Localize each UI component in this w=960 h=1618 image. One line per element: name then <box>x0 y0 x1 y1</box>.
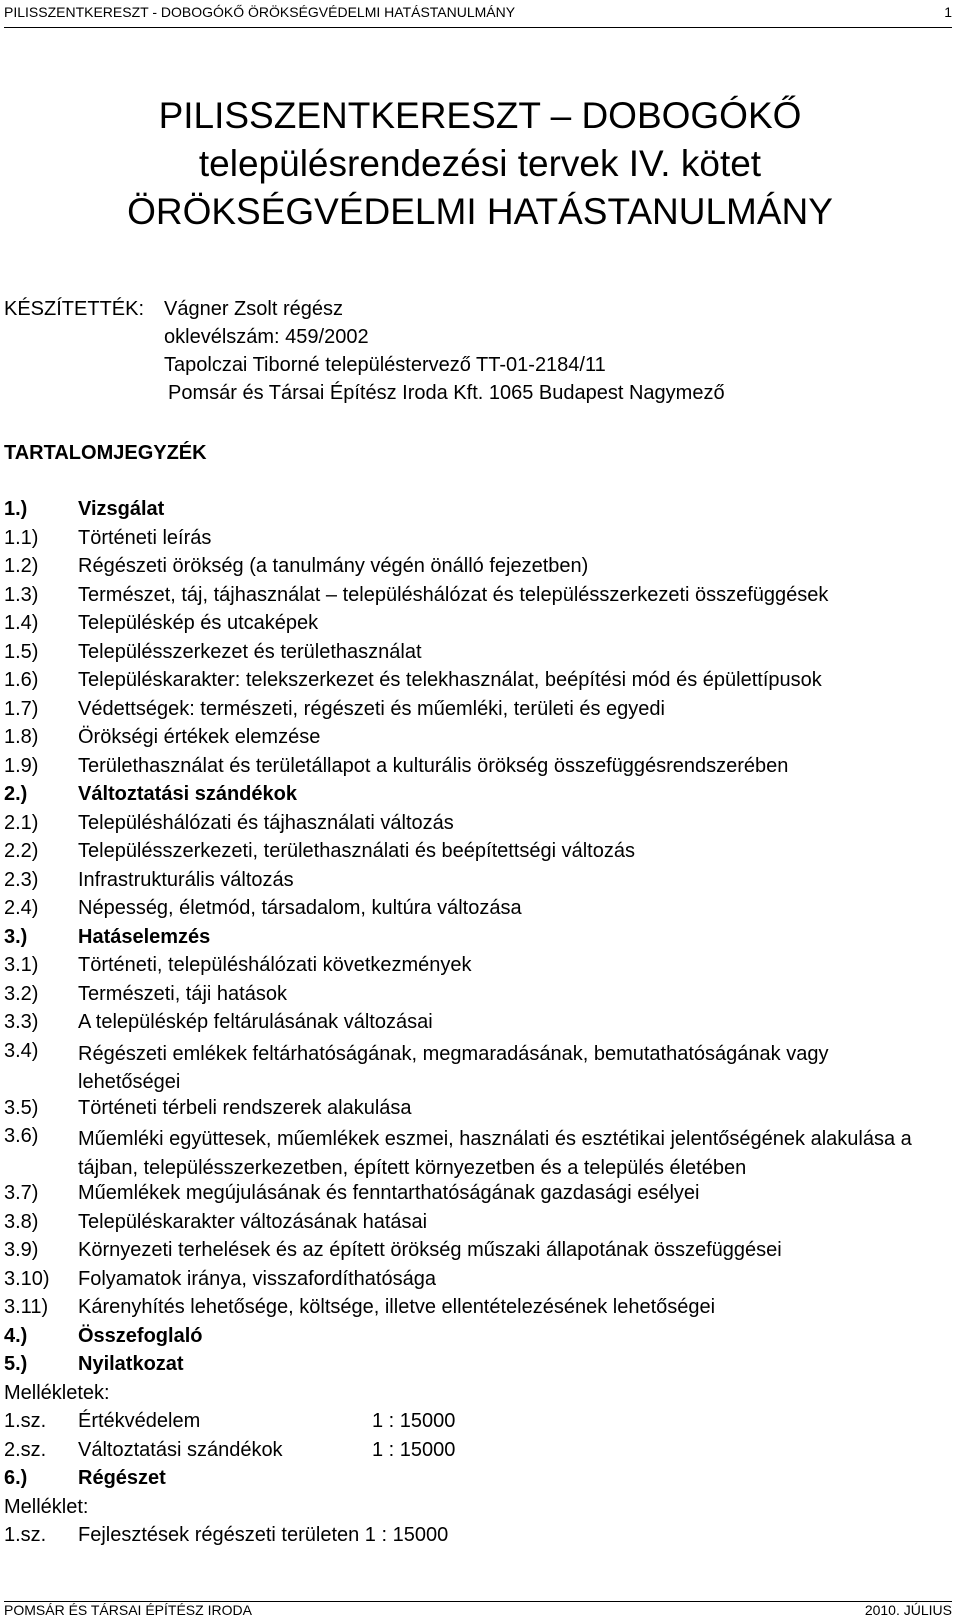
toc-title: Településkarakter: telekszerkezet és telekhasználat, beépítési mód és épülettípusok <box>78 669 822 691</box>
toc-title: Településszerkezeti, területhasználati és beépítettségi változás <box>78 840 635 862</box>
author-line: Tapolczai Tiborné településtervező TT-01-2184/11 <box>164 354 606 376</box>
toc-entry <box>4 669 954 698</box>
toc-title: Változtatási szándékok <box>78 783 297 805</box>
annex-item <box>4 1524 954 1553</box>
toc-title: Kárenyhítés lehetősége, költsége, illetve ellentételezésének lehetőségei <box>78 1296 716 1318</box>
toc-entry <box>4 926 954 955</box>
toc-entry <box>4 983 954 1012</box>
toc-number: 3.) <box>4 925 28 948</box>
toc-number: 3.3) <box>4 1011 39 1033</box>
toc-entry <box>4 1182 954 1211</box>
toc-entry <box>4 954 954 983</box>
toc-entry <box>4 726 954 755</box>
toc-entry <box>4 1268 954 1297</box>
toc-title: Történeti térbeli rendszerek alakulása <box>78 1096 412 1119</box>
toc-number: 1.9) <box>4 754 39 777</box>
toc-title: Örökségi értékek elemzése <box>78 726 321 748</box>
toc-entry <box>4 584 954 613</box>
toc-entry <box>4 555 954 584</box>
author-line: Pomsár és Társai Építész Iroda Kft. 1065 Budapest Nagymező <box>168 382 725 404</box>
toc-number: 4.) <box>4 1324 28 1347</box>
toc-title: Infrastrukturális változás <box>78 868 294 891</box>
toc-heading: TARTALOMJEGYZÉK <box>4 442 207 464</box>
toc-entry <box>4 1097 954 1126</box>
toc-number: 3.4) <box>4 1039 39 1062</box>
annex-heading <box>4 1382 954 1411</box>
toc-entry <box>4 1467 954 1496</box>
toc-title: Történeti, településhálózati következmények <box>78 954 472 976</box>
toc-number: 1.7) <box>4 697 39 720</box>
annex-number: 1.sz. <box>4 1524 47 1546</box>
annex-title: Értékvédelem <box>78 1410 201 1432</box>
toc-title: A településkép feltárulásának változásai <box>78 1011 433 1033</box>
toc-entry <box>4 527 954 556</box>
toc-number: 1.8) <box>4 726 39 748</box>
toc-title: Műemléki együttesek, műemlékek eszmei, használati és esztétikai jelentőségének alakulása a tájban, településszerkezetben, épített környezetben és a település életében <box>78 1128 912 1179</box>
toc-entry <box>4 783 954 812</box>
toc-entry <box>4 1125 954 1182</box>
toc-number: 3.7) <box>4 1182 39 1204</box>
toc-number: 2.4) <box>4 897 39 919</box>
toc-number: 1.2) <box>4 555 39 577</box>
page-footer <box>4 1601 952 1618</box>
toc-number: 2.1) <box>4 811 39 834</box>
toc-title: Védettségek: természeti, régészeti és műemléki, területi és egyedi <box>78 697 665 720</box>
toc-title: Településkarakter változásának hatásai <box>78 1210 428 1233</box>
toc-entry <box>4 755 954 784</box>
author-line: Vágner Zsolt régész <box>164 298 343 320</box>
toc-entry <box>4 897 954 926</box>
annex-heading <box>4 1496 954 1525</box>
toc-number: 3.6) <box>4 1125 39 1147</box>
footer-right: 2010. JÚLIUS <box>864 1602 952 1618</box>
toc-title: Történeti leírás <box>78 526 212 549</box>
doc-title-line3: ÖRÖKSÉGVÉDELMI HATÁSTANULMÁNY <box>127 191 833 232</box>
toc-title: Összefoglaló <box>78 1324 203 1347</box>
toc-number: 1.3) <box>4 583 39 606</box>
toc-number: 3.11) <box>4 1296 49 1318</box>
annex-label: Melléklet: <box>4 1495 89 1518</box>
toc-entry <box>4 1325 954 1354</box>
toc-number: 3.10) <box>4 1267 50 1290</box>
annex-number: 1.sz. <box>4 1410 47 1432</box>
annex-label: Mellékletek: <box>4 1381 110 1404</box>
annex-title: Fejlesztések régészeti területen 1 : 15000 <box>78 1524 449 1546</box>
toc-number: 3.1) <box>4 954 39 976</box>
toc-entry <box>4 1296 954 1325</box>
page-header <box>4 0 952 28</box>
toc-number: 5.) <box>4 1353 28 1375</box>
toc-number: 3.9) <box>4 1239 39 1261</box>
toc-number: 2.3) <box>4 868 39 891</box>
toc-number: 3.2) <box>4 982 39 1005</box>
annex-title: Változtatási szándékok <box>78 1438 283 1461</box>
toc-entry <box>4 1353 954 1382</box>
toc-number: 6.) <box>4 1467 28 1489</box>
toc-number: 1.1) <box>4 526 39 549</box>
toc-number: 1.5) <box>4 640 39 663</box>
annex-item <box>4 1439 954 1468</box>
toc-title: Régészeti emlékek feltárhatóságának, megmaradásának, bemutathatóságának vagy lehetőségei <box>78 1042 829 1093</box>
toc-number: 3.8) <box>4 1210 39 1233</box>
toc-title: Hatáselemzés <box>78 925 211 948</box>
toc-title: Vizsgálat <box>78 498 165 520</box>
toc-title: Nyilatkozat <box>78 1353 184 1375</box>
toc-number: 3.5) <box>4 1096 39 1119</box>
toc-entry <box>4 812 954 841</box>
toc-title: Folyamatok iránya, visszafordíthatósága <box>78 1267 436 1290</box>
toc-entry <box>4 1040 954 1097</box>
toc-title: Régészeti örökség (a tanulmány végén önálló fejezetben) <box>78 555 589 577</box>
toc-entry <box>4 869 954 898</box>
toc-number: 2.2) <box>4 840 39 862</box>
toc-entry <box>4 1011 954 1040</box>
toc-number: 2.) <box>4 783 28 805</box>
toc-entry <box>4 641 954 670</box>
doc-title-line1: PILISSZENTKERESZT – DOBOGÓKŐ <box>158 95 802 136</box>
annex-scale: 1 : 15000 <box>372 1438 456 1461</box>
toc-title: Településkép és utcaképek <box>78 612 319 634</box>
toc-entry <box>4 840 954 869</box>
toc-entry <box>4 1211 954 1240</box>
toc-number: 1.) <box>4 498 28 520</box>
toc-title: Környezeti terhelések és az épített örökség műszaki állapotának összefüggései <box>78 1239 782 1261</box>
toc-entry <box>4 1239 954 1268</box>
toc-title: Régészet <box>78 1467 166 1489</box>
footer-left: POMSÁR ÉS TÁRSAI ÉPÍTÉSZ IRODA <box>4 1602 252 1618</box>
header-title: PILISSZENTKERESZT - DOBOGÓKŐ ÖRÖKSÉGVÉDELMI HATÁSTANULMÁNY <box>4 4 516 20</box>
toc-entry <box>4 612 954 641</box>
doc-title-line2: településrendezési tervek IV. kötet <box>198 143 762 184</box>
toc-entry <box>4 498 954 527</box>
page-number: 1 <box>944 4 952 20</box>
toc-number: 1.4) <box>4 612 39 634</box>
table-of-contents <box>4 498 954 1553</box>
author-line: oklevélszám: 459/2002 <box>164 326 369 348</box>
annex-item <box>4 1410 954 1439</box>
annex-scale: 1 : 15000 <box>372 1410 456 1432</box>
toc-title: Településszerkezet és területhasználat <box>78 640 422 663</box>
toc-number: 1.6) <box>4 669 39 691</box>
toc-title: Területhasználat és területállapot a kulturális örökség összefüggésrendszerében <box>78 754 789 777</box>
toc-entry <box>4 698 954 727</box>
toc-title: Műemlékek megújulásának és fenntarthatóságának gazdasági esélyei <box>78 1182 700 1204</box>
toc-title: Természeti, táji hatások <box>78 982 287 1005</box>
toc-title: Természet, táj, tájhasználat – településhálózat és településszerkezeti összefüggések <box>78 583 829 606</box>
annex-number: 2.sz. <box>4 1438 47 1461</box>
authors-label: KÉSZÍTETTÉK: <box>4 298 145 320</box>
toc-title: Településhálózati és tájhasználati változás <box>78 811 454 834</box>
toc-title: Népesség, életmód, társadalom, kultúra változása <box>78 897 522 919</box>
